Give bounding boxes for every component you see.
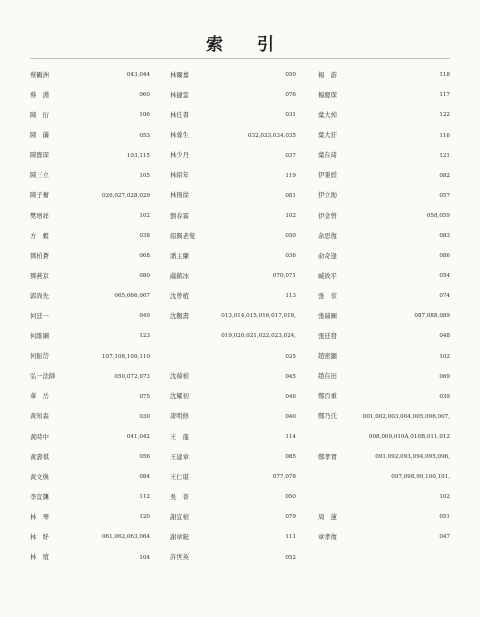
index-entry-pages: 118 — [439, 72, 450, 79]
index-entry-name: 唐明修 — [170, 413, 189, 421]
index-entry-name: 陳 衍 — [30, 112, 49, 120]
index-entry-name: 林紹年 — [170, 172, 189, 180]
index-entry-pages: 061,062,063,064 — [101, 534, 150, 541]
index-entry-name: 林 埴 — [30, 554, 49, 562]
index-row — [30, 528, 450, 548]
index-entry-pages: 052 — [285, 554, 296, 561]
index-entry-name: 周 蓮 — [318, 513, 337, 521]
index-entry-name: 華 岳 — [30, 393, 49, 401]
index-entry-name: 何維綱 — [30, 333, 49, 341]
index-entry-pages: 113 — [285, 293, 296, 300]
index-entry-name: 林 紓 — [30, 534, 49, 542]
index-entry-pages: 085 — [285, 454, 296, 461]
index-entry-pages: 105 — [139, 172, 150, 179]
index-table — [30, 66, 450, 568]
index-entry-pages: 117 — [439, 92, 450, 99]
index-entry-pages: 048 — [439, 333, 450, 340]
index-row — [30, 106, 450, 126]
index-entry-pages: 120 — [139, 514, 150, 521]
index-row — [30, 488, 450, 508]
index-row — [30, 267, 450, 287]
index-entry-name: 鄧燕京 — [30, 272, 49, 280]
index-entry-name: 王仁堪 — [170, 473, 189, 481]
index-entry-name: 楊慶琛 — [318, 91, 337, 99]
index-entry-pages: 102 — [439, 353, 450, 360]
index-entry-name: 林則徐 — [170, 192, 189, 200]
index-entry-name: 葉大莊 — [318, 132, 337, 140]
index-entry-pages: 037 — [285, 152, 296, 159]
index-entry-name: 張瑞圖 — [318, 313, 337, 321]
index-entry-pages: 051 — [439, 514, 450, 521]
index-entry-pages: 084 — [139, 474, 150, 481]
index-entry-name: 鄭孝胥 — [318, 453, 337, 461]
index-entry-name: 張廷發 — [318, 333, 337, 341]
index-entry-name: 臧致平 — [318, 272, 337, 280]
index-entry-pages: 112 — [139, 494, 150, 501]
index-entry-name: 黃時中 — [30, 433, 49, 441]
index-entry-name: 吳 菁 — [170, 493, 189, 501]
index-entry-pages: 032,033,034,035 — [247, 132, 296, 139]
index-entry-name: 王 龍 — [170, 433, 189, 441]
index-entry-pages: 074 — [439, 293, 450, 300]
index-row — [30, 508, 450, 528]
index-entry-pages: 056 — [139, 454, 150, 461]
index-entry-name: 葉大焯 — [318, 112, 337, 120]
title-divider — [30, 58, 450, 59]
index-entry-pages: 038 — [139, 233, 150, 239]
index-row — [30, 388, 450, 408]
index-row — [30, 166, 450, 186]
index-entry-pages: 081 — [285, 192, 296, 199]
index-row — [30, 428, 450, 448]
index-entry-name: 蔡 淵 — [30, 91, 49, 99]
index-entry-name: 薩鎮冰 — [170, 272, 189, 280]
index-entry-name: 沈曾植 — [170, 292, 189, 300]
index-row — [30, 86, 450, 106]
index-entry-name: 樊增祥 — [30, 212, 49, 220]
index-entry-name: 章孝復 — [318, 534, 337, 542]
index-entry-pages: 069 — [439, 373, 450, 380]
index-row — [30, 468, 450, 488]
index-entry-name: 林蓉生 — [170, 132, 189, 140]
index-entry-name: 郭尚先 — [30, 292, 49, 300]
index-entry-pages: 077,078 — [272, 474, 296, 481]
index-entry-pages: 043,044 — [126, 72, 150, 79]
index-entry-name: 沈覲壽 — [170, 313, 189, 321]
index-entry-name: 許世英 — [170, 554, 189, 562]
index-entry-pages: 065,066,067 — [114, 293, 150, 300]
index-entry-name: 黃知森 — [30, 413, 49, 421]
index-entry-name: 林任書 — [170, 112, 189, 120]
index-entry-pages: 106 — [139, 112, 150, 119]
index-entry-pages: 102 — [439, 494, 450, 501]
index-entry-name: 謝宜楨 — [170, 513, 189, 521]
index-entry-name: 楊 游 — [318, 71, 337, 79]
index-entry-name: 葉在琦 — [318, 152, 337, 160]
index-entry-name: 黃壽祺 — [30, 453, 49, 461]
index-entry-pages: 103,115 — [126, 152, 150, 159]
index-entry-name: 張 莖 — [318, 292, 337, 300]
index-entry-pages: 070,071 — [272, 273, 296, 280]
index-entry-name: 陳三立 — [30, 172, 49, 180]
index-entry-pages: 083 — [439, 233, 450, 239]
index-entry-name: 陳寶琛 — [30, 152, 49, 160]
index-entry-name: 陳子奮 — [30, 192, 49, 200]
index-entry-pages: 121 — [439, 152, 450, 159]
index-entry-pages: 068 — [139, 253, 150, 260]
index-entry-pages: 001,002,003,004,005,006,007, — [362, 413, 450, 420]
index-row — [30, 287, 450, 307]
index-entry-pages: 031 — [285, 112, 296, 119]
index-entry-pages: 049 — [139, 313, 150, 320]
index-entry-pages: 119 — [285, 172, 296, 179]
index-row — [30, 347, 450, 367]
index-entry-pages: 079 — [285, 514, 296, 521]
index-row — [30, 247, 450, 267]
index-entry-name: 鄭百重 — [318, 393, 337, 401]
index-entry-name: 沈葆楨 — [170, 373, 189, 381]
index-entry-name: 趙在田 — [318, 373, 337, 381]
index-entry-pages: 046 — [285, 393, 296, 400]
index-entry-name: 林捷雲 — [170, 91, 189, 99]
index-entry-pages: 026,027,028,029 — [101, 192, 150, 199]
index-entry-pages: 050 — [285, 72, 296, 79]
index-entry-pages: 097,098,99,100,101, — [391, 474, 450, 481]
index-entry-name: 林 琴 — [30, 513, 49, 521]
index-row — [30, 66, 450, 86]
index-entry-pages: 040 — [285, 413, 296, 420]
index-entry-pages: 102 — [285, 212, 296, 219]
index-row — [30, 207, 450, 227]
index-entry-pages: 104 — [139, 554, 150, 561]
index-entry-name: 紹興老叟 — [170, 232, 196, 240]
index-entry-pages: 057 — [439, 192, 450, 199]
index-entry-name: 方 穀 — [30, 232, 49, 240]
index-row — [30, 548, 450, 568]
index-entry-name: 潘主蘭 — [170, 252, 189, 260]
index-entry-pages: 013,014,015,016,017,018, — [221, 313, 296, 320]
index-entry-pages: 123 — [139, 333, 150, 340]
index-entry-name: 沈耀初 — [170, 393, 189, 401]
index-entry-pages: 050 — [285, 233, 296, 239]
index-entry-pages: 116 — [439, 132, 450, 139]
index-entry-name: 伊秉綬 — [318, 172, 337, 180]
index-entry-name: 鄭乃氏 — [318, 413, 337, 421]
index-entry-pages: 050 — [285, 494, 296, 501]
index-entry-name: 伊立勛 — [318, 192, 337, 200]
index-entry-name: 何廷一 — [30, 313, 49, 321]
index-entry-name: 鄧柏蒼 — [30, 252, 49, 260]
index-entry-pages: 076 — [285, 92, 296, 99]
index-entry-pages: 102 — [139, 212, 150, 219]
index-entry-name: 弘一法師 — [30, 373, 56, 381]
index-entry-pages: 091,092,093,094,095,096, — [375, 454, 450, 461]
index-entry-pages: 114 — [285, 433, 296, 440]
index-entry-pages: 030 — [139, 413, 150, 420]
index-entry-pages: 060 — [139, 92, 150, 99]
index-entry-pages: 053 — [139, 132, 150, 139]
index-entry-name: 俞奇逢 — [318, 252, 337, 260]
index-entry-pages: 107,108,109,110 — [101, 353, 150, 360]
index-entry-pages: 082 — [439, 172, 450, 179]
index-entry-pages: 039 — [439, 393, 450, 400]
index-row — [30, 367, 450, 387]
index-entry-name: 謝章鋌 — [170, 534, 189, 542]
index-entry-pages: 087,088,089 — [414, 313, 450, 320]
index-entry-name: 伊念曾 — [318, 212, 337, 220]
index-entry-pages: 045 — [285, 373, 296, 380]
index-entry-pages: 036 — [285, 253, 296, 260]
index-entry-pages: 019,020,021,022,023,024, — [221, 333, 296, 340]
index-entry-name: 黃文煥 — [30, 473, 49, 481]
index-entry-pages: 054 — [439, 273, 450, 280]
index-row — [30, 146, 450, 166]
index-row — [30, 327, 450, 347]
index-entry-name: 王建章 — [170, 453, 189, 461]
index-entry-name: 李宣龔 — [30, 493, 49, 501]
index-entry-name: 余思復 — [318, 232, 337, 240]
index-entry-name: 林少丹 — [170, 152, 189, 160]
index-entry-name: 趙密顯 — [318, 353, 337, 361]
index-row — [30, 408, 450, 428]
index-entry-name: 林爾嘉 — [170, 71, 189, 79]
index-entry-name: 劉春霖 — [170, 212, 189, 220]
index-entry-pages: 008,009,010A,010B,011,012 — [368, 433, 450, 440]
index-entry-name: 何振岱 — [30, 353, 49, 361]
index-entry-pages: 058,059 — [426, 212, 450, 219]
index-entry-pages: 041,042 — [126, 433, 150, 440]
index-row — [30, 126, 450, 146]
index-entry-pages: 111 — [285, 534, 296, 541]
index-entry-pages: 047 — [439, 534, 450, 541]
index-entry-name: 蔡鶴洲 — [30, 71, 49, 79]
index-entry-pages: 050,072,073 — [114, 373, 150, 380]
index-entry-pages: 086 — [439, 253, 450, 260]
index-entry-pages: 025 — [285, 353, 296, 360]
index-row — [30, 187, 450, 207]
page-title: 索 引 — [206, 35, 288, 55]
index-row — [30, 307, 450, 327]
index-entry-pages: 122 — [439, 112, 450, 119]
index-entry-pages: 075 — [139, 393, 150, 400]
index-entry-name: 陳 儀 — [30, 132, 49, 140]
index-row — [30, 227, 450, 247]
index-entry-pages: 080 — [139, 273, 150, 280]
index-row — [30, 448, 450, 468]
